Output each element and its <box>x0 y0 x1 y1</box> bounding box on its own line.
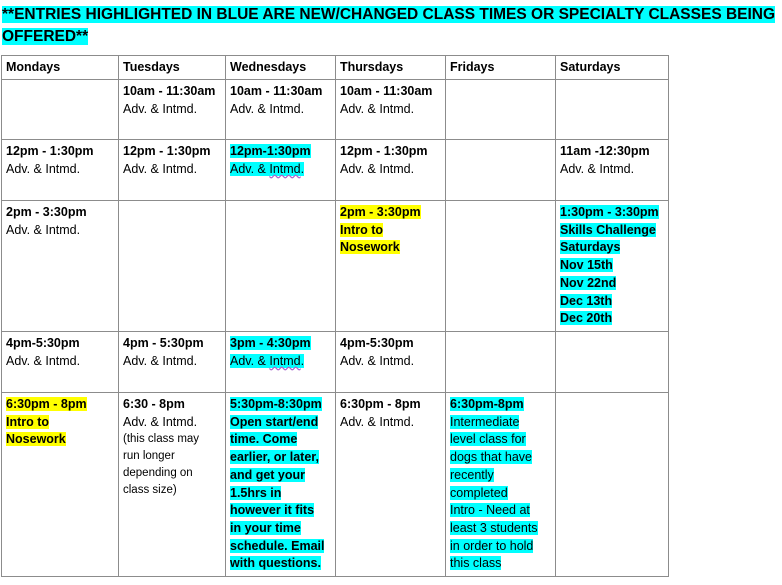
skills-time: 1:30pm - 3:30pm <box>560 205 659 219</box>
cell-tue-row1 <box>119 80 226 140</box>
cell-thu-row2 <box>336 140 446 201</box>
banner-text: **ENTRIES HIGHLIGHTED IN BLUE ARE NEW/CHANGED CLASS TIMES OR SPECIALTY CLASSES BEING OFFERED** <box>2 6 776 45</box>
class-time: 4pm-5:30pm <box>6 336 80 350</box>
cell-thu-row3 <box>336 201 446 332</box>
intro-time: 2pm - 3:30pm <box>340 205 421 219</box>
intermediate-class-line: in order to hold <box>450 538 534 553</box>
class-level: Adv. & Intmd. <box>123 101 198 116</box>
skills-date: Dec 13th <box>560 293 613 308</box>
open-class-line: in your time <box>230 520 301 535</box>
class-time: 4pm-5:30pm <box>340 336 414 350</box>
class-time: 10am - 11:30am <box>230 84 323 98</box>
class-time: 12pm - 1:30pm <box>6 144 94 158</box>
open-class-line: time. Come <box>230 432 298 447</box>
cell-mon-row3 <box>2 201 119 332</box>
intro-title-line2: Nosework <box>340 240 400 255</box>
cell-sat-row2 <box>556 140 669 201</box>
cell-fri-row1 <box>446 80 556 140</box>
class-time: 4pm - 5:30pm <box>123 336 204 350</box>
intermediate-class-line: this class <box>450 556 502 571</box>
day-header-tuesday: Tuesdays <box>119 56 226 80</box>
intermediate-class-line: 6:30pm-8pm <box>450 397 524 411</box>
cell-fri-row5 <box>446 393 556 577</box>
cell-wed-row2 <box>226 140 336 201</box>
skills-date: Dec 20th <box>560 311 613 326</box>
cell-fri-row2 <box>446 140 556 201</box>
cell-fri-row3 <box>446 201 556 332</box>
class-level: Adv. & Intmd. <box>340 414 415 429</box>
class-level-a: Adv. & <box>230 161 270 176</box>
open-class-line: schedule. Email <box>230 538 325 553</box>
class-time: 2pm - 3:30pm <box>6 205 87 219</box>
day-header-monday: Mondays <box>2 56 119 80</box>
intermediate-class-line: dogs that have <box>450 450 533 465</box>
skills-title: Skills Challenge <box>560 222 656 237</box>
cell-thu-row5 <box>336 393 446 577</box>
intro-time: 6:30pm - 8pm <box>6 397 87 411</box>
open-class-line: 5:30pm-8:30pm <box>230 397 322 411</box>
day-header-friday: Fridays <box>446 56 556 80</box>
table-row <box>2 332 669 393</box>
class-time: 12pm - 1:30pm <box>123 144 211 158</box>
class-note-line: run longer <box>123 450 175 463</box>
skills-date: Nov 15th <box>560 258 613 273</box>
class-level-c: . <box>300 353 305 368</box>
class-level: Adv. & Intmd. <box>123 353 198 368</box>
cell-sat-row4 <box>556 332 669 393</box>
header-row <box>2 56 669 80</box>
class-time: 10am - 11:30am <box>123 84 216 98</box>
cell-thu-row4 <box>336 332 446 393</box>
cell-mon-row2 <box>2 140 119 201</box>
class-time: 12pm - 1:30pm <box>340 144 428 158</box>
class-level-c: . <box>300 161 305 176</box>
intermediate-class-line: least 3 students <box>450 520 538 535</box>
class-time-new: 12pm-1:30pm <box>230 144 311 158</box>
open-class-line: and get your <box>230 467 306 482</box>
class-time: 11am -12:30pm <box>560 144 650 158</box>
table-row <box>2 140 669 201</box>
day-header-thursday: Thursdays <box>336 56 446 80</box>
class-level-b: Intmd <box>269 353 301 368</box>
open-class-line: however it fits <box>230 503 315 518</box>
class-note-line: (this class may <box>123 433 200 446</box>
class-time: 6:30pm - 8pm <box>340 397 421 411</box>
class-level-a: Adv. & <box>230 353 270 368</box>
class-level: Adv. & Intmd. <box>123 414 198 429</box>
open-class-line: earlier, or later, <box>230 450 319 465</box>
cell-mon-row1 <box>2 80 119 140</box>
intro-title-line1: Intro to <box>6 414 50 429</box>
cell-wed-row3 <box>226 201 336 332</box>
cell-wed-row1 <box>226 80 336 140</box>
class-schedule-table <box>1 55 669 577</box>
class-level: Adv. & Intmd. <box>340 161 415 176</box>
cell-wed-row5 <box>226 393 336 577</box>
intermediate-class-line: recently <box>450 467 494 482</box>
cell-sat-row3 <box>556 201 669 332</box>
intermediate-class-line: Intermediate <box>450 414 520 429</box>
open-class-line: with questions. <box>230 556 321 571</box>
cell-tue-row4 <box>119 332 226 393</box>
open-class-line: 1.5hrs in <box>230 485 282 500</box>
class-note-line: depending on <box>123 467 193 480</box>
cell-sat-row1 <box>556 80 669 140</box>
cell-mon-row5 <box>2 393 119 577</box>
day-header-saturday: Saturdays <box>556 56 669 80</box>
open-class-line: Open start/end <box>230 414 319 429</box>
intermediate-class-line: Intro - Need at <box>450 503 530 518</box>
cell-sat-row5 <box>556 393 669 577</box>
cell-thu-row1 <box>336 80 446 140</box>
class-level: Adv. & Intmd. <box>340 353 415 368</box>
class-level: Adv. & Intmd. <box>340 101 415 116</box>
class-level: Adv. & Intmd. <box>560 161 635 176</box>
class-level: Adv. & Intmd. <box>123 161 198 176</box>
class-note-line: class size) <box>123 484 177 497</box>
table-row <box>2 393 669 577</box>
cell-tue-row2 <box>119 140 226 201</box>
cell-fri-row4 <box>446 332 556 393</box>
skills-subtitle: Saturdays <box>560 240 621 255</box>
class-time: 6:30 - 8pm <box>123 397 185 411</box>
class-level: Adv. & Intmd. <box>6 353 81 368</box>
intro-title-line2: Nosework <box>6 432 66 447</box>
cell-mon-row4 <box>2 332 119 393</box>
intermediate-class-line: completed <box>450 485 508 500</box>
cell-tue-row3 <box>119 201 226 332</box>
class-level: Adv. & Intmd. <box>6 222 81 237</box>
banner-notice <box>2 4 780 48</box>
class-level: Adv. & Intmd. <box>6 161 81 176</box>
class-time-new: 3pm - 4:30pm <box>230 336 311 350</box>
intro-title-line1: Intro to <box>340 222 384 237</box>
class-time: 10am - 11:30am <box>340 84 433 98</box>
day-header-wednesday: Wednesdays <box>226 56 336 80</box>
table-row <box>2 201 669 332</box>
cell-tue-row5 <box>119 393 226 577</box>
intermediate-class-line: level class for <box>450 432 526 447</box>
table-row <box>2 80 669 140</box>
cell-wed-row4 <box>226 332 336 393</box>
class-level: Adv. & Intmd. <box>230 101 305 116</box>
skills-date: Nov 22nd <box>560 275 617 290</box>
class-level-b: Intmd <box>269 161 301 176</box>
